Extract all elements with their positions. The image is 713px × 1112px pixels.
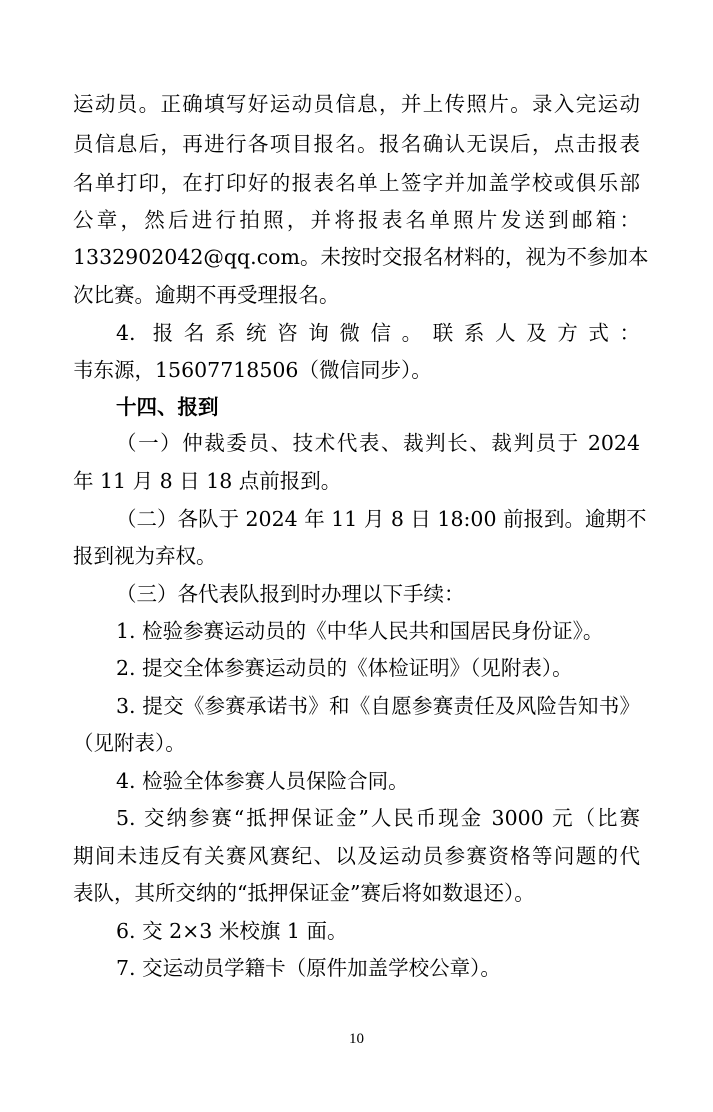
section-heading: 十四、报到 — [116, 395, 219, 419]
paragraph-line: 员信息后，再进行各项目报名。报名确认无误后，点击报表 — [73, 132, 640, 156]
list-item: 1. 检验参赛运动员的《中华人民共和国居民身份证》。 — [116, 619, 604, 643]
paragraph-line: （二）各队于 2024 年 11 月 8 日 18:00 前报到。逾期不 — [116, 507, 647, 531]
paragraph-line: 表队，其所交纳的“抵押保证金”赛后将如数退还）。 — [73, 881, 535, 905]
list-item: 5. 交纳参赛“抵押保证金”人民币现金 3000 元（比赛 — [116, 806, 640, 830]
paragraph-line: （一）仲裁委员、技术代表、裁判长、裁判员于 2024 — [116, 431, 640, 455]
paragraph-line: 1332902042@qq.com。未按时交报名材料的，视为不参加本 — [73, 245, 649, 269]
paragraph-line: 报到视为弃权。 — [73, 544, 217, 568]
list-item: 4. 检验全体参赛人员保险合同。 — [116, 769, 409, 793]
list-item: 7. 交运动员学籍卡（原件加盖学校公章）。 — [116, 956, 501, 980]
paragraph-line: 运动员。正确填写好运动员信息，并上传照片。录入完运动 — [73, 92, 640, 116]
list-item: 2. 提交全体参赛运动员的《体检证明》（见附表）。 — [116, 656, 573, 680]
paragraph-line: （见附表）。 — [73, 731, 186, 755]
list-item: 3. 提交《参赛承诺书》和《自愿参赛责任及风险告知书》 — [116, 694, 640, 718]
paragraph-line: 年 11 月 8 日 18 点前报到。 — [73, 469, 342, 493]
page-number: 10 — [349, 1031, 364, 1047]
paragraph-line: 公章，然后进行拍照，并将报表名单照片发送到邮箱： — [73, 208, 640, 232]
paragraph-line: 次比赛。逾期不再受理报名。 — [73, 283, 340, 307]
list-item: 6. 交 2×3 米校旗 1 面。 — [116, 919, 348, 943]
paragraph-line: （三）各代表队报到时办理以下手续： — [116, 582, 465, 606]
paragraph-line: 期间未违反有关赛风赛纪、以及运动员参赛资格等问题的代 — [73, 844, 640, 868]
paragraph-line: 名单打印，在打印好的报表名单上签字并加盖学校或俱乐部 — [73, 171, 640, 195]
paragraph-line: 4. 报名系统咨询微信。联系人及方式： — [116, 321, 640, 345]
paragraph-line: 韦东源，15607718506（微信同步）。 — [73, 358, 432, 382]
